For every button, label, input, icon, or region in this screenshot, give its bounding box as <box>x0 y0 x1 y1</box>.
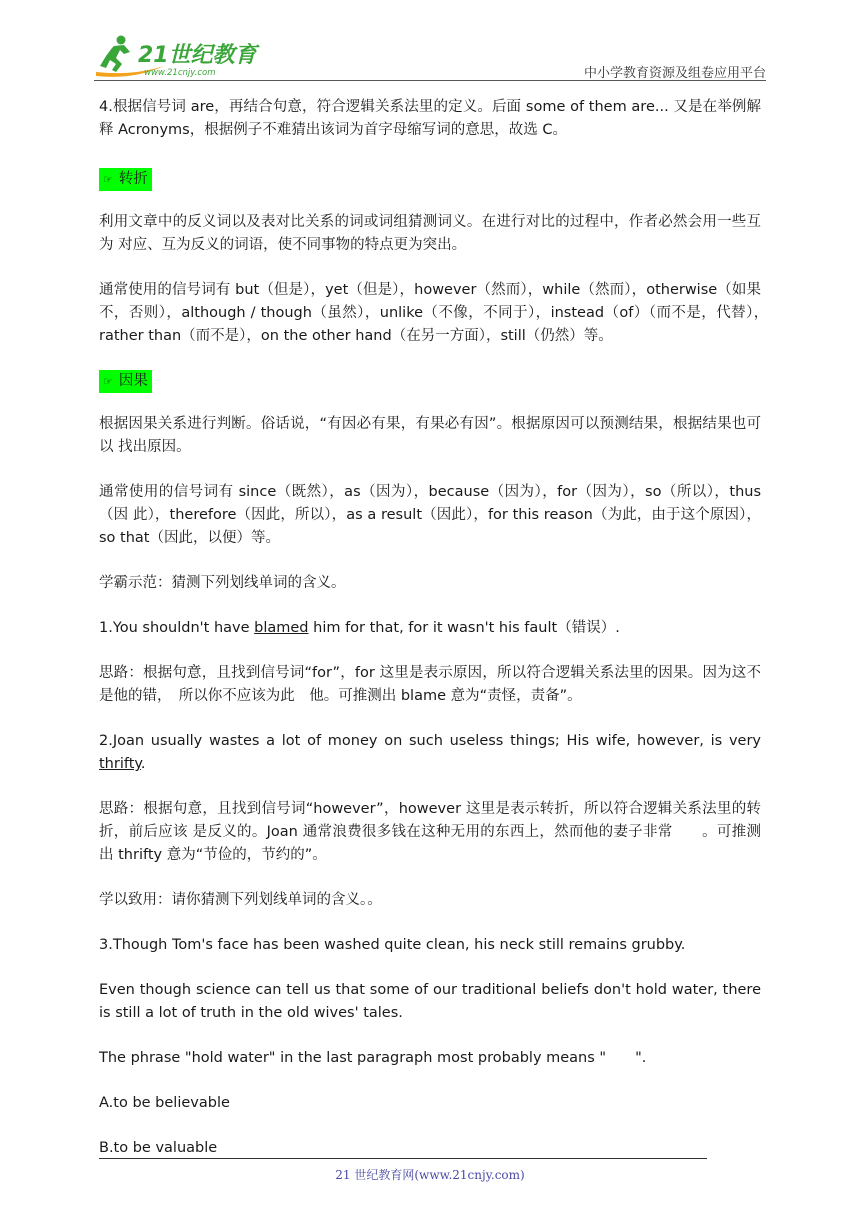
question-4-passage: Even though science can tell us that some of our traditional beliefs don't hold water, there is still a lot of truth in the old wives' tales. <box>99 982 761 1021</box>
underlined-word: thrifty <box>99 756 141 772</box>
logo-url: www.21cnjy.com <box>144 68 216 78</box>
section-heading-cause <box>99 370 761 393</box>
question-text: 2.Joan usually wastes a lot of money on such useless things; His wife, however, is very <box>99 733 761 749</box>
section-heading-turn <box>99 168 761 191</box>
paragraph-turn-signals: 通常使用的信号词有 but（但是），yet（但是），however（然而），while（然而），otherwise（如果 不，否则），although / though（虽然），unlike（不像，不同于），instead（of）（而不是，代替）， rather than（而不是），on the other hand（在另一方面），still（仍然）等。 <box>99 282 776 344</box>
logo <box>94 32 264 78</box>
tag-label: 转折 <box>118 171 148 187</box>
page-header <box>94 32 766 80</box>
pointing-hand-icon: ☞ <box>103 173 113 186</box>
tag-label: 因果 <box>118 373 148 389</box>
question-text: him for that, for it wasn't his fault（错误）. <box>308 620 620 636</box>
paragraph-cause-def: 根据因果关系进行判断。俗话说，“有因必有果，有果必有因”。根据原因可以预测结果，根据结果也可以 找出原因。 <box>99 416 761 455</box>
option-a: A.to be believable <box>99 1095 230 1111</box>
header-divider <box>94 80 766 81</box>
question-2 <box>99 730 761 776</box>
underlined-word: blamed <box>254 620 309 636</box>
footer-divider <box>99 1158 707 1159</box>
paragraph-cause-signals: 通常使用的信号词有 since（既然），as（因为），because（因为），for（因为），so（所以），thus（因 此），therefore（因此，所以），as a result（因此），for this reason（为此，由于这个原因），so that（因此，以便）等。 <box>99 484 761 546</box>
question-text: . <box>140 756 146 772</box>
pointing-hand-icon: ☞ <box>103 375 113 388</box>
question-2-analysis: 思路：根据句意，且找到信号词“however”，however 这里是表示转折，所以符合逻辑关系法里的转折，前后应该 是反义的。Joan 通常浪费很多钱在这种无用的东西上，然而他的妻子非常 。可推测出 thrifty 意为“节俭的，节约的”。 <box>99 801 761 863</box>
question-1-analysis: 思路：根据句意，且找到信号词“for”，for 这里是表示原因，所以符合逻辑关系法里的因果。因为这不是他的错， 所以你不应该为此 他。可推测出 blame 意为“责怪，责备”。 <box>99 665 761 704</box>
paragraph-answer-4: 4.根据信号词 are，再结合句意，符合逻辑关系法里的定义。后面 some of them are... 又是在举例解释 Acronyms，根据例子不难猜出该词为首字母缩写词的意思，故选 C。 <box>99 99 761 138</box>
question-4-prompt: The phrase "hold water" in the last paragraph most probably means " ". <box>99 1050 647 1066</box>
page-footer: 21 世纪教育网(www.21cnjy.com) <box>335 1168 525 1182</box>
highlight-tag-turn <box>99 168 152 191</box>
question-1 <box>99 617 761 640</box>
demo-intro: 学霸示范：猜测下列划线单词的含义。 <box>99 575 346 591</box>
option-b: B.to be valuable <box>99 1140 218 1156</box>
question-3: 3.Though Tom's face has been washed quite clean, his neck still remains grubby. <box>99 937 686 953</box>
practice-intro: 学以致用：请你猜测下列划线单词的含义。。 <box>99 892 382 908</box>
question-text: 1.You shouldn't have <box>99 620 255 636</box>
main-content <box>99 96 776 1160</box>
paragraph-turn-def: 利用文章中的反义词以及表对比关系的词或词组猜测词义。在进行对比的过程中，作者必然会用一些互为 对应、互为反义的词语，使不同事物的特点更为突出。 <box>99 214 761 253</box>
logo-text: 21世纪教育 <box>138 43 257 68</box>
highlight-tag-cause <box>99 370 152 393</box>
platform-name: 中小学教育资源及组卷应用平台 <box>583 66 766 81</box>
